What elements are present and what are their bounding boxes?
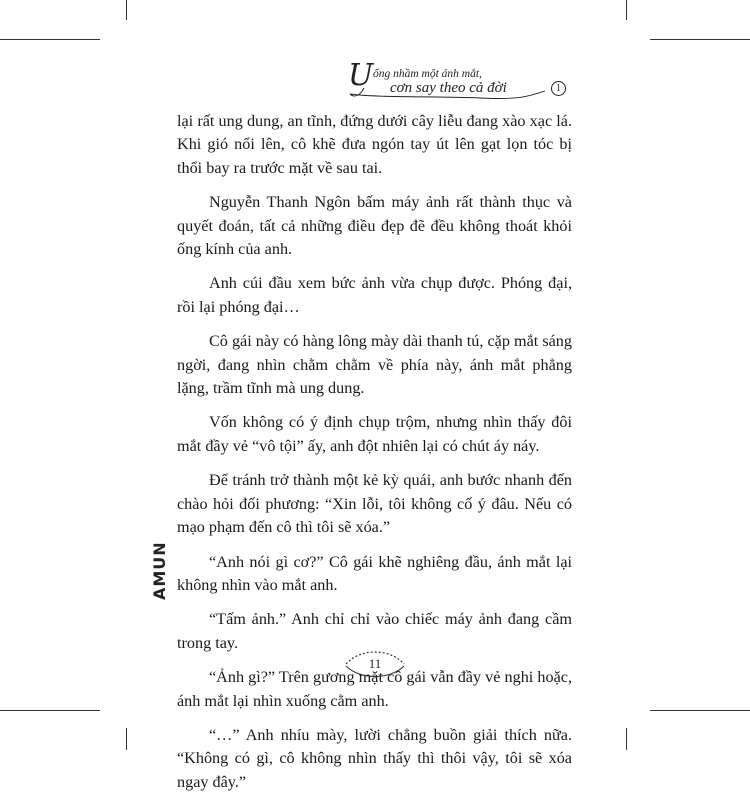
- paragraph: Cô gái này có hàng lông mày dài thanh tú, cặp mắt sáng ngời, đang nhìn chằm chằm về phía này, ánh mắt phẳng lặng, trầm tĩnh mà ung dung.: [177, 332, 572, 398]
- publisher-logo: AMUN: [150, 541, 169, 600]
- paragraph: “…” Anh nhíu mày, lười chẳng buồn giải thích nữa. “Không có gì, cô không nhìn thấy thì thôi vậy, tôi sẽ xóa ngay đây.”: [177, 725, 572, 791]
- header-title-line1: ống nhầm một ánh mắt,: [373, 68, 482, 80]
- crop-mark: [0, 710, 100, 711]
- paragraph: Nguyễn Thanh Ngôn bấm máy ảnh rất thành thục và quyết đoán, tất cả những điều đẹp đẽ đều không thoát khỏi ống kính của anh.: [177, 193, 572, 259]
- crop-mark: [650, 39, 750, 40]
- paragraph: Vốn không có ý định chụp trộm, nhưng nhìn thấy đôi mắt đầy vẻ “vô tội” ấy, anh đột nhiên lại có chút áy náy.: [177, 413, 572, 455]
- crop-mark: [126, 728, 127, 750]
- paragraph: “Anh nói gì cơ?” Cô gái khẽ nghiêng đầu, ánh mắt lại không nhìn vào mắt anh.: [177, 552, 572, 594]
- crop-mark: [0, 39, 100, 40]
- crop-mark: [650, 710, 750, 711]
- crop-mark: [626, 0, 627, 20]
- header-script-letter: U: [348, 58, 374, 93]
- paragraph: “Ảnh gì?” Trên gương mặt cô gái vẫn đầy vẻ nghi hoặc, ánh mắt lại nhìn xuống cằm anh.: [177, 668, 572, 710]
- paragraph: Để tránh trở thành một kẻ kỳ quái, anh bước nhanh đến chào hỏi đối phương: “Xin lỗi, tôi không cố ý đâu. Nếu có mạo phạm đến cô thì tôi sẽ xóa.”: [177, 471, 572, 537]
- paragraph: Anh cúi đầu xem bức ảnh vừa chụp được. Phóng đại, rồi lại phóng đại…: [177, 274, 572, 316]
- body-text: [177, 110, 572, 805]
- header-title-line2: cơn say theo cả đời: [390, 80, 507, 96]
- crop-mark: [626, 728, 627, 750]
- running-header: [330, 58, 590, 108]
- crop-mark: [126, 0, 127, 20]
- volume-badge: 1: [551, 81, 566, 96]
- header-swash-ornament: [330, 58, 590, 108]
- page-number-ornament: [340, 644, 410, 684]
- paragraph: lại rất ung dung, an tĩnh, đứng dưới cây liễu đang xào xạc lá. Khi gió nổi lên, cô khẽ đưa ngón tay út lên gạt lọn tóc bị thổi bay ra trước mặt về sau tai.: [177, 112, 572, 177]
- page-number: 11: [368, 656, 382, 671]
- paragraph: “Tấm ảnh.” Anh chỉ chỉ vào chiếc máy ảnh đang cầm trong tay.: [177, 610, 572, 652]
